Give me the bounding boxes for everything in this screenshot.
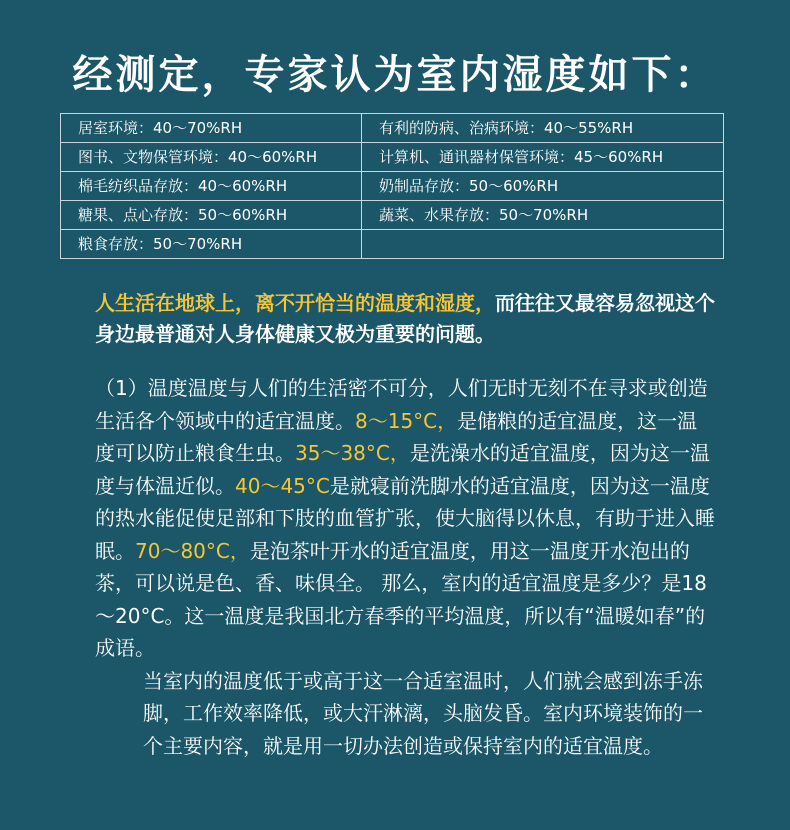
body-text: [95, 372, 715, 762]
temperature-highlight: 70～80°C，: [135, 538, 250, 563]
table-cell-empty: [362, 230, 724, 259]
table-row: [61, 114, 724, 143]
text-span: 是就寝前洗脚水的适宜温度，因为这一温度的热水能促使足部和下肢的血管扩张，使大脑得以休息，有助于进入睡眠。: [95, 473, 715, 563]
temperature-highlight: 8～15°C，: [355, 408, 458, 433]
page-title: 经测定，专家认为室内湿度如下：: [72, 52, 718, 98]
table-cell: 奶制品存放：50～60%RH: [362, 172, 724, 201]
text-span: 是洗澡水的适宜温度，因为这一温度与体温近似。: [95, 441, 710, 498]
text-span: 是储粮的适宜温度，这一温度可以防止粮食生虫。: [95, 408, 698, 465]
table-cell: 粮食存放：50～70%RH: [61, 230, 362, 259]
table-cell: 居室环境：40～70%RH: [61, 114, 362, 143]
humidity-table: [60, 113, 724, 259]
intro-text: [95, 288, 715, 350]
table-cell: 图书、文物保管环境：40～60%RH: [61, 143, 362, 172]
table-row: [61, 201, 724, 230]
temperature-highlight: 40～45°C: [235, 473, 330, 498]
paragraph-indoor: 当室内的温度低于或高于这一合适室温时，人们就会感到冻手冻脚，工作效率降低，或大汗淋漓，头脑发昏。室内环境装饰的一个主要内容，就是用一切办法创造或保持室内的适宜温度。: [143, 668, 703, 758]
table-cell: 糖果、点心存放：50～60%RH: [61, 201, 362, 230]
paragraph-temperature: [95, 372, 715, 665]
temperature-highlight: 35～38°C，: [295, 441, 410, 465]
table-cell: 计算机、通讯器材保管环境：45～60%RH: [362, 143, 724, 172]
intro-highlight: 人生活在地球上，离不开恰当的温度和湿度，: [95, 291, 495, 315]
table-cell: 蔬菜、水果存放：50～70%RH: [362, 201, 724, 230]
text-span: （1）温度温度与人们的生活密不可分，人们无时无刻不在寻求或创造生活各个领域中的适宜温度。: [95, 376, 708, 433]
table-cell: 有利的防病、治病环境：40～55%RH: [362, 114, 724, 143]
table-cell: 棉毛纺织品存放：40～60%RH: [61, 172, 362, 201]
text-span: 是泡茶叶开水的适宜温度，用这一温度开水泡出的茶，可以说是色、香、味俱全。 那么，室内的适宜温度是多少？是18～20°C。这一温度是我国北方春季的平均温度，所以有“温暖如春”的成语。: [95, 538, 707, 660]
table-row: [61, 172, 724, 201]
intro-rest: 而往往又最容易忽视这个身边最普通对人身体健康又极为重要的问题。: [95, 291, 715, 346]
table-row: [61, 230, 724, 259]
table-row: [61, 143, 724, 172]
